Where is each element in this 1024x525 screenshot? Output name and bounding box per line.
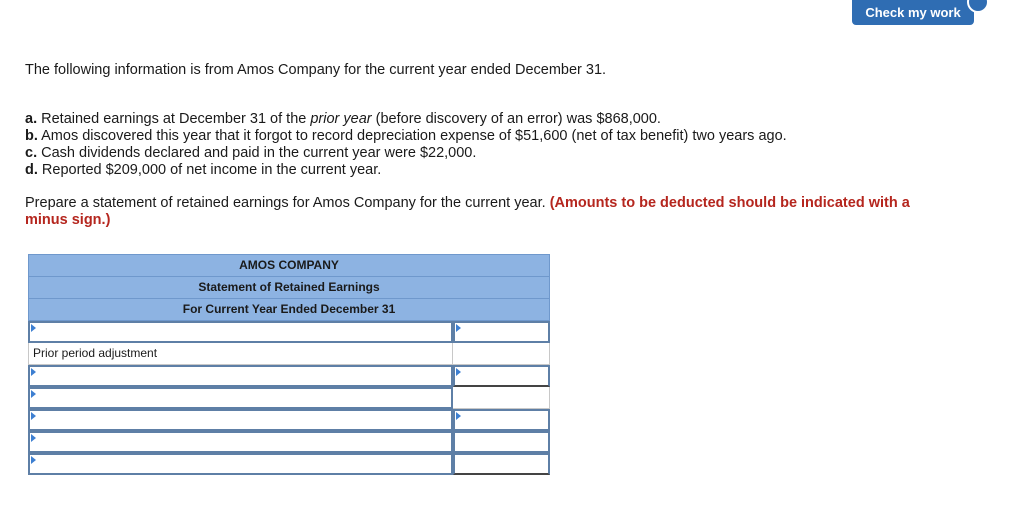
- minus-sign-note: (Amounts to be deducted should be indicated with a minus sign.): [25, 195, 910, 228]
- row-7-amount-input[interactable]: [453, 453, 550, 475]
- statement-row-3: [28, 365, 550, 387]
- check-my-work-label: Check my work: [865, 5, 961, 20]
- row-1-label-select[interactable]: [28, 321, 453, 343]
- row-5-amount-input[interactable]: [453, 409, 550, 431]
- dropdown-arrow-icon: [31, 324, 36, 332]
- problem-item-d: d. Reported $209,000 of net income in the current year.: [25, 162, 382, 178]
- dropdown-arrow-icon: [31, 390, 36, 398]
- prior-period-adjustment-label: Prior period adjustment: [28, 343, 453, 365]
- statement-row-5: [28, 409, 550, 431]
- dropdown-arrow-icon: [456, 368, 461, 376]
- row-4-amount-cell: [453, 387, 550, 409]
- dropdown-arrow-icon: [31, 456, 36, 464]
- statement-row-1: [28, 321, 550, 343]
- row-4-label-select[interactable]: [28, 387, 453, 409]
- row-1-amount-input[interactable]: [453, 321, 550, 343]
- problem-item-c: c. Cash dividends declared and paid in the current year were $22,000.: [25, 145, 477, 161]
- dropdown-arrow-icon: [31, 434, 36, 442]
- statement-row-2: [28, 343, 550, 365]
- row-3-amount-input[interactable]: [453, 365, 550, 387]
- company-name: AMOS COMPANY: [29, 255, 549, 277]
- statement-period: For Current Year Ended December 31: [29, 299, 549, 321]
- problem-intro: The following information is from Amos Company for the current year ended December 31.: [25, 62, 607, 78]
- statement-title: Statement of Retained Earnings: [29, 277, 549, 299]
- problem-prompt: Prepare a statement of retained earnings for Amos Company for the current year. (Amounts to be deducted should be indicated with a minus sign.): [25, 195, 910, 228]
- check-my-work-button[interactable]: [852, 0, 974, 25]
- statement-header: [28, 254, 550, 321]
- row-3-label-select[interactable]: [28, 365, 453, 387]
- dropdown-arrow-icon: [456, 324, 461, 332]
- statement-row-4: [28, 387, 550, 409]
- retained-earnings-statement: [28, 254, 550, 475]
- row-6-label-select[interactable]: [28, 431, 453, 453]
- problem-item-a: a. Retained earnings at December 31 of the prior year (before discovery of an error) was $868,000.: [25, 111, 661, 127]
- statement-row-6: [28, 431, 550, 453]
- row-6-amount-input[interactable]: [453, 431, 550, 453]
- dropdown-arrow-icon: [31, 368, 36, 376]
- dropdown-arrow-icon: [31, 412, 36, 420]
- row-7-label-select[interactable]: [28, 453, 453, 475]
- statement-row-7: [28, 453, 550, 475]
- problem-item-b: b. Amos discovered this year that it forgot to record depreciation expense of $51,600 (net of tax benefit) two years ago.: [25, 128, 787, 144]
- row-5-label-select[interactable]: [28, 409, 453, 431]
- dropdown-arrow-icon: [456, 412, 461, 420]
- problem-list: [25, 111, 787, 179]
- row-2-amount-cell: [453, 343, 550, 365]
